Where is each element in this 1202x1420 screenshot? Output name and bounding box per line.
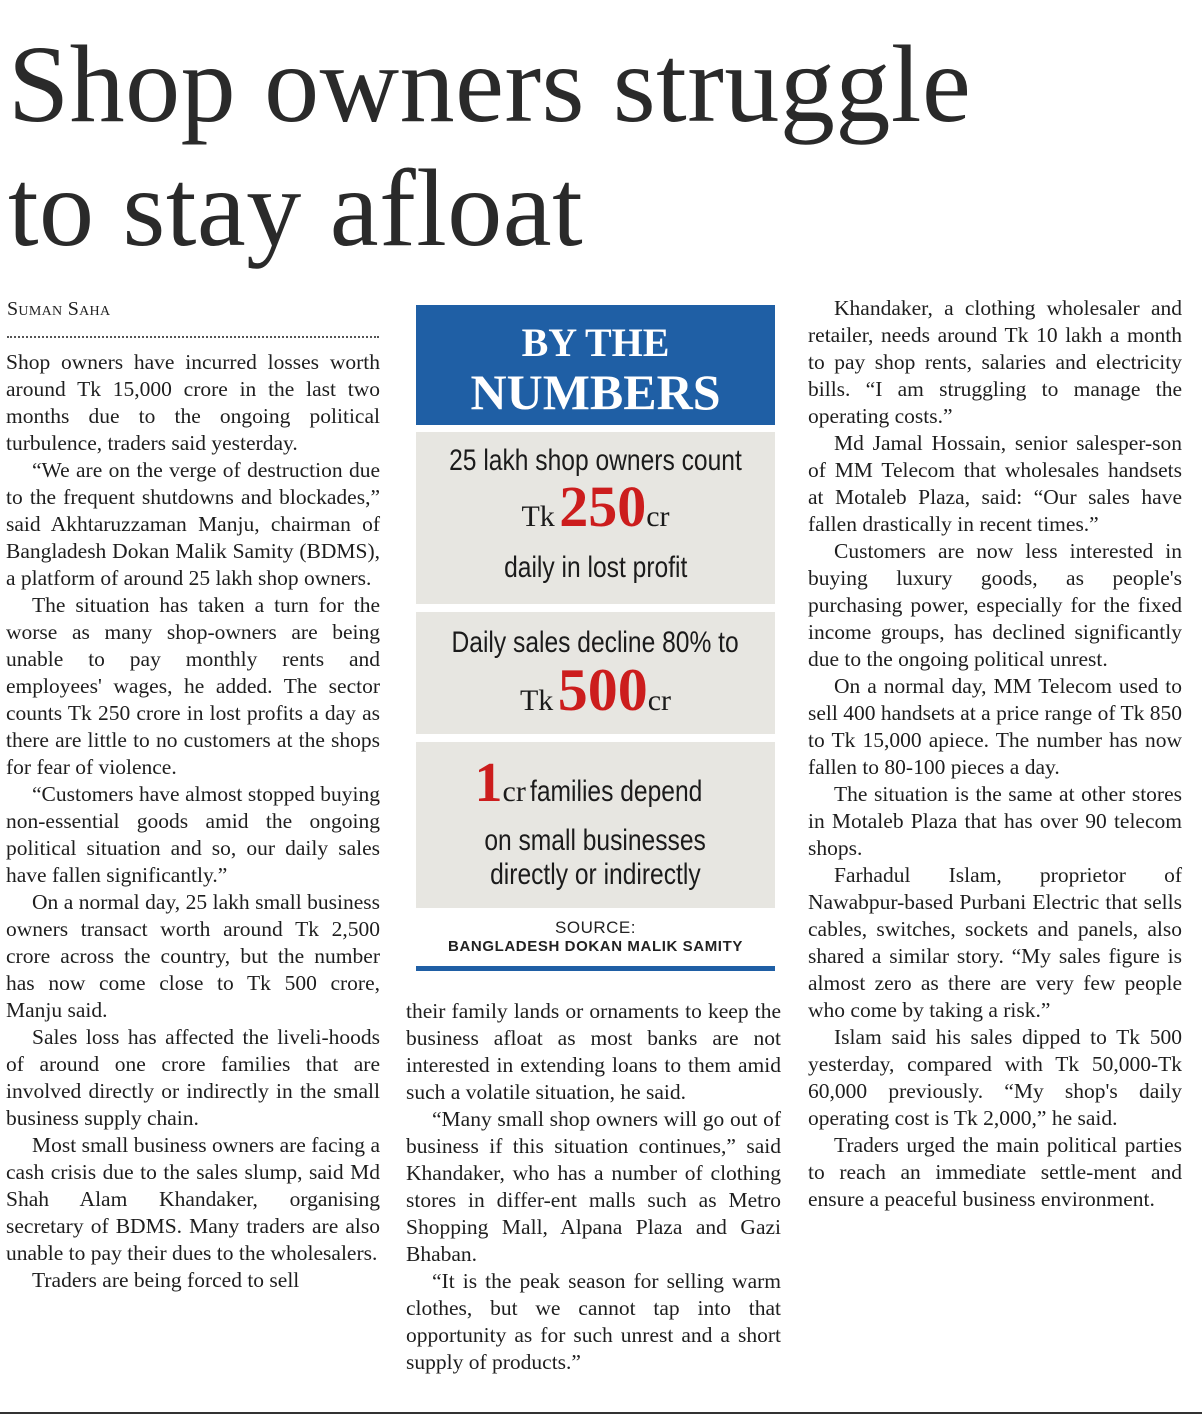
stat-tail: daily in lost profit — [503, 551, 688, 584]
paragraph: Islam said his sales dipped to Tk 500 yesterday, compared with Tk 50,000-Tk 60,000 previously. “My shop's daily operating cost is Tk 2,000,” he said. — [808, 1025, 1182, 1130]
headline-line-1: Shop owners struggle — [8, 23, 972, 145]
page-bottom-rule — [0, 1412, 1202, 1414]
paragraph: The situation has taken a turn for the worse as many shop-owners are being unable to pay monthly rents and employees' wages, he added. The sector counts Tk 250 crore in lost profits a day as there are little to no customers at the shops for fear of violence. — [6, 593, 380, 779]
paragraph: Most small business owners are facing a cash crisis due to the sales slump, said Md Shah Alam Khandaker, organising secretary of BDMS. Many traders are also unable to pay their dues to the wholesalers. — [6, 1133, 380, 1265]
stat-prefix: Tk — [519, 684, 554, 717]
paragraph: On a normal day, MM Telecom used to sell 400 handsets at a price range of Tk 850 to Tk 15,000 apiece. The number has now fallen to 80-100 pieces a day. — [808, 674, 1182, 779]
stat-unit: cr — [647, 684, 672, 717]
paragraph: Customers are now less interested in buying luxury goods, as people's purchasing power, especially for the fixed income groups, has declined significantly due to the ongoing political unrest. — [808, 539, 1182, 671]
paragraph: “We are on the verge of destruction due to the frequent shutdowns and blockades,” said Akhtaruzzaman Manju, chairman of Bangladesh Dokan Malik Samity (BDMS), a platform of around 25 lakh shop owners. — [6, 458, 380, 590]
source-credit — [416, 918, 775, 955]
byline-divider — [7, 336, 379, 338]
paragraph: “Many small shop owners will go out of business if this situation continues,” said Khandaker, who has a number of clothing stores in differ-ent malls such as Metro Shopping Mall, Alpana Plaza and Gazi Bhaban. — [406, 1107, 781, 1266]
paragraph: their family lands or ornaments to keep the business afloat as most banks are not interested in extending loans to them amid such a volatile situation, he said. — [406, 999, 781, 1104]
stat-value: 250 — [559, 474, 647, 539]
headline — [8, 22, 1198, 270]
paragraph: Traders are being forced to sell — [32, 1268, 300, 1292]
stat-panel-families — [416, 742, 775, 908]
headline-line-2: to stay afloat — [8, 147, 584, 269]
stat-line-3: directly or indirectly — [490, 858, 701, 891]
source-label: SOURCE: — [555, 918, 636, 937]
stat-unit: cr — [502, 775, 526, 808]
paragraph: “Customers have almost stopped buying non-essential goods amid the ongoing political situation and so, our daily sales have fallen significantly.” — [6, 782, 380, 887]
stat-lead: families depend — [530, 775, 703, 808]
stat-lead: Daily sales decline 80% to — [451, 626, 740, 659]
numbers-box-title-line-1: BY THE — [521, 320, 670, 365]
stat-panel-lost-profit — [416, 432, 775, 604]
article-column-2 — [406, 998, 781, 1376]
numbers-box-title-line-2: NUMBERS — [470, 364, 721, 420]
stat-value: 1 — [474, 752, 503, 814]
paragraph: Khandaker, a clothing wholesaler and retailer, needs around Tk 10 lakh a month to pay shop rents, salaries and electricity bills. “I am struggling to manage the operating costs.” — [808, 296, 1182, 428]
stat-unit: cr — [646, 500, 670, 533]
paragraph: Farhadul Islam, proprietor of Nawabpur-based Purbani Electric that sells cables, switches, sockets and panels, also shared a similar story. “My sales figure is almost zero as there are very few people who come by taking a risk.” — [808, 863, 1182, 1022]
paragraph: The situation is the same at other stores in Motaleb Plaza that has over 90 telecom shops. — [808, 782, 1182, 860]
byline: Suman Saha — [7, 298, 111, 320]
source-underline — [416, 966, 775, 971]
paragraph: Shop owners have incurred losses worth around Tk 15,000 crore in the last two months due to the ongoing political turbulence, traders said yesterday. — [6, 350, 380, 455]
paragraph: Traders urged the main political parties to reach an immediate settle-ment and ensure a peaceful business environment. — [808, 1133, 1182, 1211]
article-column-3 — [808, 295, 1182, 1213]
numbers-box-header — [416, 305, 775, 425]
stat-value: 500 — [557, 657, 648, 723]
source-name: BANGLADESH DOKAN MALIK SAMITY — [448, 938, 743, 955]
stat-line-2: on small businesses — [484, 824, 707, 857]
paragraph: On a normal day, 25 lakh small business owners transact worth around Tk 2,500 crore across the country, but the number has now come close to Tk 500 crore, Manju said. — [6, 890, 380, 1022]
article-column-1 — [6, 349, 380, 1294]
stat-prefix: Tk — [521, 500, 555, 533]
stat-panel-sales-decline — [416, 612, 775, 734]
stat-lead: 25 lakh shop owners count — [449, 444, 742, 477]
paragraph: Md Jamal Hossain, senior salesper-son of MM Telecom that wholesales handsets at Motaleb Plaza, said: “Our sales have fallen drastically in recent times.” — [808, 431, 1182, 536]
paragraph: Sales loss has affected the liveli-hoods of around one crore families that are involved directly or indirectly in the small business supply chain. — [6, 1025, 380, 1130]
paragraph: “It is the peak season for selling warm clothes, but we cannot tap into that opportunity as for such unrest and a short supply of products.” — [406, 1269, 781, 1374]
